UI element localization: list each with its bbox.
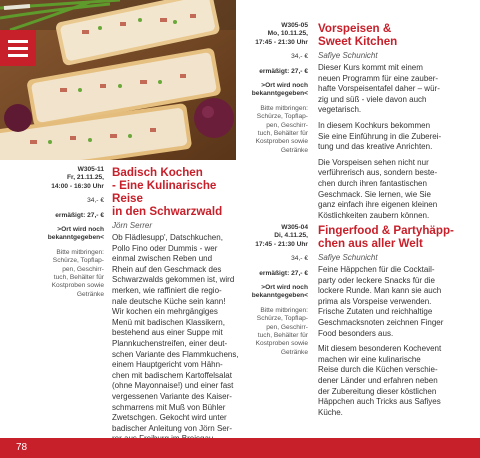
text-line: chen mit badischem Kartoffelsalat xyxy=(112,370,232,380)
text-line: vergessenen Variante des Kaiser- xyxy=(112,391,232,401)
course-code: W305-11 xyxy=(77,166,104,173)
text-line: schmarrens mit Muß von Bühler xyxy=(112,402,226,412)
course-price: 34,- € xyxy=(291,53,308,61)
menu-bar xyxy=(8,54,28,57)
course-date: Mo, 10.11.25, xyxy=(267,30,308,38)
course-code: W305-04 xyxy=(281,224,308,231)
course-paragraph xyxy=(318,265,474,339)
bring-line: Kostproben sowie xyxy=(255,340,308,348)
text-line: Geschmacksnoten zeichnen Finger xyxy=(318,317,444,327)
text-line: prima als Vorspeise verwenden. xyxy=(318,296,432,306)
text-line: Food besonders aus. xyxy=(318,328,394,338)
course-location: bekanntgegeben< xyxy=(251,90,308,98)
text-line: hafte Vorspeisentafel daher – wür- xyxy=(318,84,440,94)
title-line: Fingerfood & Partyhäpp- xyxy=(318,224,454,237)
bring-line: pen, Geschirr- xyxy=(62,265,104,273)
tarte-flambee-photo xyxy=(0,0,236,160)
text-line: merken, wie raffiniert die regio- xyxy=(112,285,222,295)
text-line: machen wir eine kulinarische xyxy=(318,354,421,364)
bring-line: Schürze, Topflap- xyxy=(256,315,308,323)
text-line: Küche. xyxy=(318,407,343,417)
course-1-info xyxy=(10,166,104,299)
text-line: Wir kochen ein mehrgängiges xyxy=(112,307,218,317)
text-line: dener Länder und erfahren neben xyxy=(318,375,438,385)
course-price: 34,- € xyxy=(87,197,104,205)
course-3-info xyxy=(236,224,308,357)
bring-line: tuch, Behälter für xyxy=(257,130,308,138)
text-line: Geschmack. Sie lernen, wie Sie xyxy=(318,189,431,199)
text-line: vegetarisch. xyxy=(318,105,362,115)
bring-line: Kostproben sowie xyxy=(51,282,104,290)
course-location: >Ort wird noch xyxy=(57,226,104,234)
menu-bar xyxy=(8,47,28,50)
text-line: Plannkuchenstreifen, einer deut- xyxy=(112,338,228,348)
text-line: Reise durch die Küchen verschie- xyxy=(318,365,438,375)
text-line: Mit diesem besonderen Kochevent xyxy=(318,344,442,354)
text-line: Menü mit badischen Klassikern, xyxy=(112,317,225,327)
course-reduced-price: ermäßigt: 27,- € xyxy=(259,269,308,277)
course-title xyxy=(318,224,474,250)
text-line: bestehend aus einer Suppe mit xyxy=(112,328,223,338)
text-line: Häppchen auch Tricks aus Safiyes xyxy=(318,397,441,407)
text-line: Pollo Fino oder Dummis - wer xyxy=(112,243,218,253)
text-line: neuen Programm für eine zauber- xyxy=(318,73,439,83)
text-line: Die Vorspeisen sehen nicht nur xyxy=(318,157,429,167)
course-description xyxy=(112,233,240,445)
text-line: Schwarzwalds gekommen ist, wird xyxy=(112,275,235,285)
course-time: 14:00 - 16:30 Uhr xyxy=(51,182,104,190)
course-location: >Ort wird noch xyxy=(261,82,308,90)
bring-line: Schürze, Topflap- xyxy=(256,113,308,121)
text-line: Ob Flädlesupp', Datschkuchen, xyxy=(112,233,223,242)
course-paragraph xyxy=(318,63,474,116)
text-line: Rhein auf den Geschmack des xyxy=(112,264,222,274)
food-illustration xyxy=(0,0,236,160)
title-line: Sweet Kitchen xyxy=(318,35,398,48)
course-paragraph xyxy=(318,121,474,153)
course-date: Fr, 21.11.25, xyxy=(66,174,104,182)
course-time: 17:45 - 21:30 Uhr xyxy=(255,38,308,46)
text-line: nale deutsche Küche sein kann! xyxy=(112,296,226,306)
course-code: W305-05 xyxy=(281,22,308,29)
menu-bar xyxy=(8,40,28,43)
bring-line: Schürze, Topflap- xyxy=(52,257,104,265)
text-line: Sie eine Einführung in die Zuberei- xyxy=(318,131,442,141)
bring-line: pen, Geschirr- xyxy=(266,323,308,331)
text-line: chen durch ihren fantastischen xyxy=(318,178,427,188)
text-line: Frische Zutaten und reichhaltige xyxy=(318,307,433,317)
bring-line: Bitte mitbringen: xyxy=(260,104,308,112)
course-location: bekanntgegeben< xyxy=(251,292,308,300)
text-line: Feine Häppchen für die Cocktail- xyxy=(318,265,435,274)
text-line: party oder leckere Snacks für die xyxy=(318,275,435,285)
course-title xyxy=(318,22,474,48)
page-footer xyxy=(0,438,480,458)
text-line: schen Variante des Flammkuchens, xyxy=(112,349,239,359)
bring-line: Kostproben sowie xyxy=(255,138,308,146)
bring-line: Getränke xyxy=(76,290,104,298)
text-line: badischer Anleitung von Jörn Ser- xyxy=(112,423,233,433)
text-line: einem Hauptgericht vom Hähn- xyxy=(112,360,223,370)
course-reduced-price: ermäßigt: 27,- € xyxy=(259,67,308,75)
course-3-article xyxy=(318,224,474,423)
text-line: tung und das kreative Anrichten. xyxy=(318,142,433,152)
course-2-article xyxy=(318,22,474,226)
text-line: einmal zwischen Reben und xyxy=(112,254,213,264)
course-author: Safiye Schunicht xyxy=(318,51,378,60)
course-paragraph xyxy=(318,344,474,418)
text-line: Dieser Kurs kommt mit einem xyxy=(318,63,423,72)
bring-line: Bitte mitbringen: xyxy=(56,248,104,256)
title-line: Badisch Kochen xyxy=(112,166,203,179)
text-line: Zwetschgen. Gekocht wird unter xyxy=(112,413,227,423)
course-time: 17:45 - 21:30 Uhr xyxy=(255,240,308,248)
text-line: der Zubereitung dieser köstlichen xyxy=(318,386,437,396)
text-line: zig und süß - viele davon auch xyxy=(318,94,427,104)
course-title xyxy=(112,166,240,218)
course-2-info xyxy=(236,22,308,155)
text-line: In diesem Kochkurs bekommen xyxy=(318,120,431,130)
course-paragraph xyxy=(318,158,474,222)
course-reduced-price: ermäßigt: 27,- € xyxy=(55,211,104,219)
bring-line: Getränke xyxy=(280,348,308,356)
course-1-article xyxy=(112,166,240,450)
title-line: Vorspeisen & xyxy=(318,22,392,35)
title-line: chen aus aller Welt xyxy=(318,237,423,250)
bring-line: Bitte mitbringen: xyxy=(260,306,308,314)
course-location: bekanntgegeben< xyxy=(47,234,104,242)
course-price: 34,- € xyxy=(291,255,308,263)
text-line: Köstlichkeiten zaubern können. xyxy=(318,210,430,220)
bring-line: tuch, Behälter für xyxy=(53,274,104,282)
bring-line: tuch, Behälter für xyxy=(257,332,308,340)
text-line: verführerisch aus, sondern beste- xyxy=(318,168,438,178)
text-line: ganz einfach ihre eigenen kleinen xyxy=(318,200,438,210)
course-author: Safiye Schunicht xyxy=(318,253,378,262)
course-date: Di, 4.11.25, xyxy=(274,232,308,240)
text-line: (ohne Mayonnaise!) und einer fast xyxy=(112,381,234,391)
title-line: in den Schwarzwald xyxy=(112,205,223,218)
course-author: Jörn Serrer xyxy=(112,221,153,230)
title-line: - Eine Kulinarische Reise xyxy=(112,179,217,205)
hamburger-menu-icon[interactable] xyxy=(0,30,36,66)
bring-line: pen, Geschirr- xyxy=(266,121,308,129)
text-line: lockere Runde. Man kann sie auch xyxy=(318,286,442,296)
page-number: 78 xyxy=(16,442,28,453)
bring-line: Getränke xyxy=(280,146,308,154)
course-location: >Ort wird noch xyxy=(261,284,308,292)
